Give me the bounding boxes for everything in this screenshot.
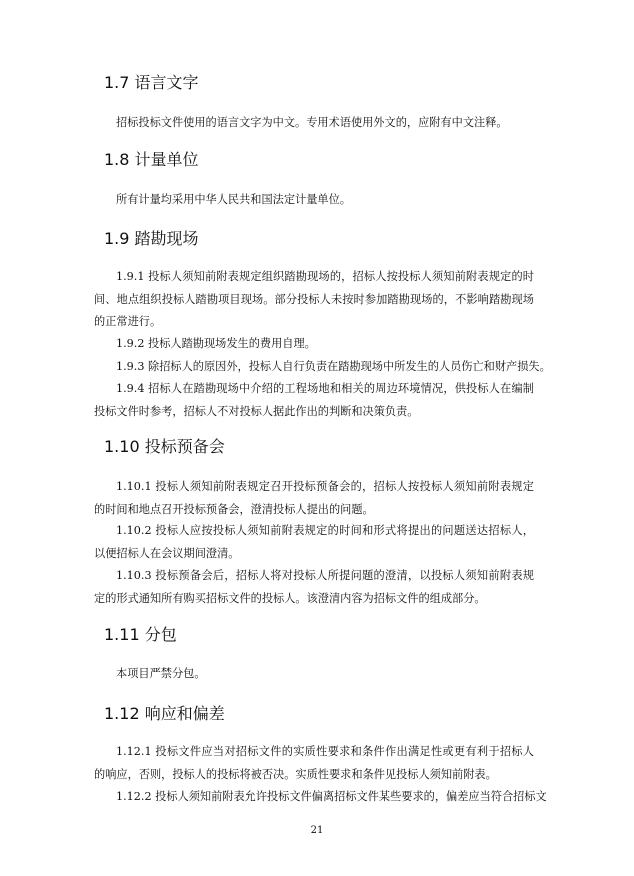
section-heading-1-8: 1.8 计量单位 (104, 150, 199, 169)
paragraph-1-12-2: 1.12.2 投标人须知前附表允许投标文件偏离招标文件某些要求的，偏差应当符合招标文 (116, 790, 547, 803)
page-number: 21 (310, 825, 324, 836)
paragraph-1-8: 所有计量均采用中华人民共和国法定计量单位。 (116, 193, 351, 206)
section-heading-1-7: 1.7 语言文字 (104, 73, 199, 92)
paragraph-1-9-4: 1.9.4 招标人在踏勘现场中介绍的工程场地和相关的周边环境情况，供投标人在编制投标文件时参考，招标人不对投标人据此作出的判断和决策负责。 (94, 382, 534, 418)
paragraph-1-9-2: 1.9.2 投标人踏勘现场发生的费用自理。 (116, 337, 316, 350)
paragraph-1-11: 本项目严禁分包。 (116, 667, 206, 680)
section-heading-1-12: 1.12 响应和偏差 (104, 704, 225, 723)
section-heading-1-10: 1.10 投标预备会 (104, 437, 225, 456)
paragraph-1-10-2: 1.10.2 投标人应按投标人须知前附表规定的时间和形式将提出的问题送达招标人，以便招标人在会议期间澄清。 (94, 524, 534, 560)
paragraph-1-9-1: 1.9.1 投标人须知前附表规定组织踏勘现场的，招标人按投标人须知前附表规定的时间、地点组织投标人踏勘项目现场。部分投标人未按时参加踏勘现场的，不影响踏勘现场的正常进行。 (94, 270, 534, 329)
section-heading-1-11: 1.11 分包 (104, 625, 177, 644)
paragraph-1-10-1: 1.10.1 投标人须知前附表规定召开投标预备会的，招标人按投标人须知前附表规定的时间和地点召开投标预备会，澄清投标人提出的问题。 (94, 480, 534, 516)
paragraph-1-7: 招标投标文件使用的语言文字为中文。专用术语使用外文的，应附有中文注释。 (116, 116, 508, 129)
paragraph-1-10-3: 1.10.3 投标预备会后，招标人将对投标人所提问题的澄清，以投标人须知前附表规定的形式通知所有购买招标文件的投标人。该澄清内容为招标文件的组成部分。 (94, 569, 534, 605)
paragraph-1-12-1: 1.12.1 投标文件应当对招标文件的实质性要求和条件作出满足性或更有利于招标人的响应，否则，投标人的投标将被否决。实质性要求和条件见投标人须知前附表。 (94, 745, 534, 781)
paragraph-1-9-3: 1.9.3 除招标人的原因外，投标人自行负责在踏勘现场中所发生的人员伤亡和财产损失。 (116, 360, 551, 373)
section-heading-1-9: 1.9 踏勘现场 (104, 229, 199, 248)
